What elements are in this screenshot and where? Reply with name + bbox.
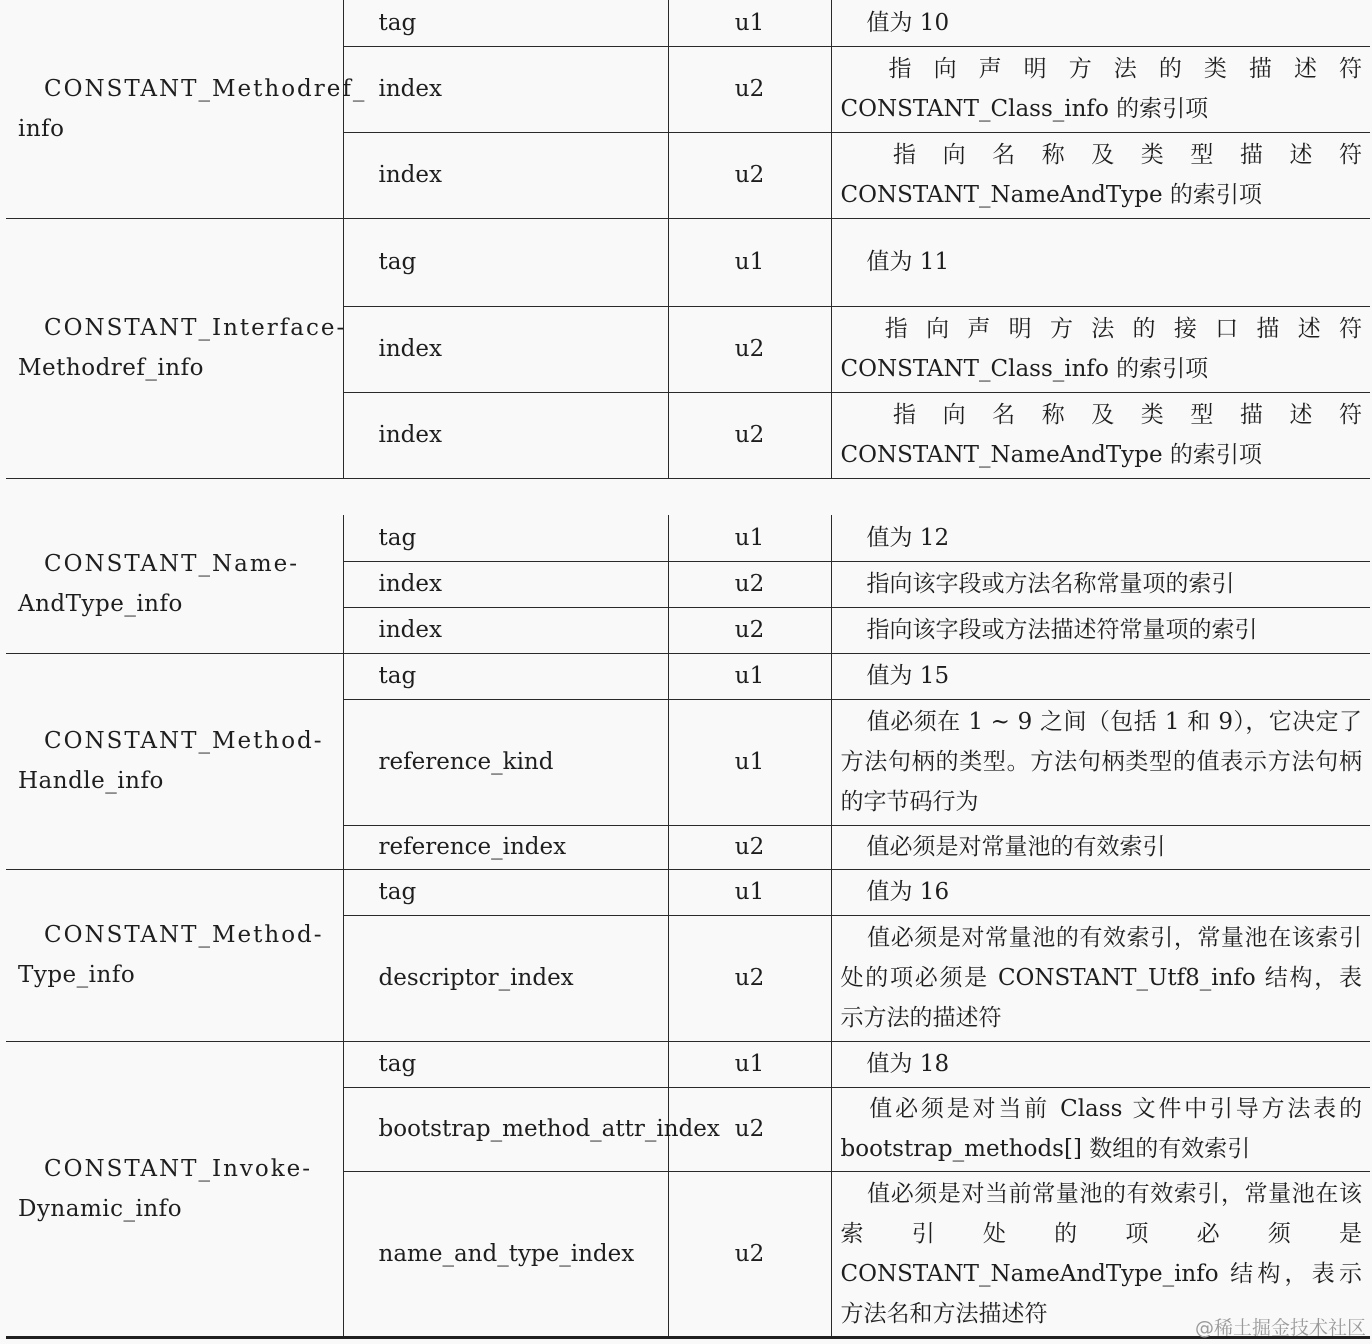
- field-name-cell: reference_index: [343, 825, 668, 869]
- struct-name-line: CONSTANT_Interface-: [44, 315, 347, 341]
- description-text: 值为 10: [866, 9, 950, 36]
- field-type-cell: u2: [668, 132, 831, 218]
- field-name-cell: tag: [343, 1041, 668, 1087]
- field-type-cell: u2: [668, 1087, 831, 1171]
- field-type-cell: u2: [668, 46, 831, 132]
- field-description-cell: [831, 515, 1370, 561]
- field-name-cell: index: [343, 132, 668, 218]
- field-name-cell: index: [343, 46, 668, 132]
- constant-table-upper: [6, 0, 1370, 479]
- field-type-cell: u1: [668, 0, 831, 46]
- field-name-cell: name_and_type_index: [343, 1171, 668, 1337]
- table-row: [6, 218, 1370, 306]
- table-row: [6, 869, 1370, 915]
- field-name-cell: index: [343, 306, 668, 392]
- field-description-cell: [831, 653, 1370, 699]
- field-description-cell: [831, 699, 1370, 825]
- field-type-cell: u1: [668, 218, 831, 306]
- field-name-cell: bootstrap_method_attr_index: [343, 1087, 668, 1171]
- description-text: 值必须是对当前常量池的有效索引，常量池在该索引处的项必须是 CONSTANT_NameAndType_info 结构，表示方法名和方法描述符: [840, 1180, 1362, 1327]
- field-description-cell: [831, 607, 1370, 653]
- struct-name-cell: [6, 0, 367, 218]
- field-description-cell: [831, 0, 1370, 46]
- description-text: 值为 12: [866, 524, 950, 551]
- description-text: 指向该字段或方法描述符常量项的索引: [866, 617, 1258, 643]
- field-name-cell: index: [343, 607, 668, 653]
- description-text: 值为 18: [866, 1051, 950, 1077]
- field-type-cell: u2: [668, 607, 831, 653]
- field-name-cell: tag: [343, 869, 668, 915]
- table-row: [6, 515, 1370, 561]
- struct-name-cell: [6, 1041, 343, 1337]
- field-type-cell: u2: [668, 306, 831, 392]
- struct-name-line: CONSTANT_Name-: [44, 550, 300, 577]
- field-description-cell: [831, 1087, 1370, 1171]
- field-type-cell: u1: [668, 699, 831, 825]
- description-text: 指向声明方法的类描述符 CONSTANT_Class_info 的索引项: [840, 56, 1362, 122]
- struct-name-line: AndType_info: [18, 590, 183, 617]
- field-type-cell: u1: [668, 869, 831, 915]
- field-type-cell: u2: [668, 1171, 831, 1337]
- field-description-cell: [831, 46, 1370, 132]
- field-name-cell: tag: [343, 218, 668, 306]
- struct-name-line: info: [18, 115, 65, 142]
- struct-name-line: Methodref_info: [18, 355, 204, 381]
- field-type-cell: u2: [668, 825, 831, 869]
- description-text: 值为 16: [866, 879, 950, 905]
- description-text: 值必须是对当前 Class 文件中引导方法表的 bootstrap_methods[] 数组的有效索引: [840, 1096, 1362, 1162]
- struct-name-cell: [6, 515, 343, 653]
- field-type-cell: u2: [668, 392, 831, 478]
- field-description-cell: [831, 869, 1370, 915]
- description-text: 指向名称及类型描述符 CONSTANT_NameAndType 的索引项: [840, 142, 1362, 208]
- field-name-cell: reference_kind: [343, 699, 668, 825]
- field-type-cell: u2: [668, 561, 831, 607]
- field-name-cell: descriptor_index: [343, 915, 668, 1041]
- struct-name-line: CONSTANT_Invoke-: [44, 1155, 313, 1182]
- field-name-cell: tag: [343, 653, 668, 699]
- struct-name-line: Handle_info: [18, 768, 164, 794]
- description-text: 值为 11: [866, 249, 950, 275]
- field-description-cell: [831, 1041, 1370, 1087]
- field-name-cell: tag: [343, 515, 668, 561]
- field-name-cell: index: [343, 561, 668, 607]
- field-description-cell: [831, 306, 1370, 392]
- description-text: 值必须在 1 ~ 9 之间（包括 1 和 9），它决定了方法句柄的类型。方法句柄类型的值表示方法句柄的字节码行为: [840, 709, 1362, 815]
- description-text: 值必须是对常量池的有效索引，常量池在该索引处的项必须是 CONSTANT_Utf8_info 结构，表示方法的描述符: [840, 925, 1362, 1031]
- watermark: @稀土掘金技术社区: [1194, 1317, 1366, 1339]
- field-description-cell: [831, 392, 1370, 478]
- struct-name-line: CONSTANT_Method-: [44, 922, 324, 948]
- table-body-lower: [6, 515, 1370, 1337]
- description-text: 指向名称及类型描述符 CONSTANT_NameAndType 的索引项: [840, 402, 1362, 468]
- field-type-cell: u1: [668, 1041, 831, 1087]
- struct-name-cell: [6, 653, 343, 869]
- table-body-upper: [6, 0, 1370, 478]
- field-description-cell: [831, 825, 1370, 869]
- field-type-cell: u1: [668, 515, 831, 561]
- table-row: [6, 1041, 1370, 1087]
- table-row: [6, 0, 1370, 46]
- description-text: 值必须是对常量池的有效索引: [866, 834, 1166, 860]
- field-type-cell: u1: [668, 653, 831, 699]
- description-text: 值为 15: [866, 663, 950, 689]
- struct-name-line: Type_info: [18, 962, 136, 988]
- table-gap: [0, 480, 1372, 514]
- constant-table-lower: [6, 515, 1370, 1339]
- struct-name-cell: [6, 218, 347, 478]
- struct-name-cell: [6, 869, 343, 1041]
- description-text: 指向声明方法的接口描述符 CONSTANT_Class_info 的索引项: [840, 316, 1362, 382]
- field-type-cell: u2: [668, 915, 831, 1041]
- field-description-cell: [831, 218, 1370, 306]
- field-name-cell: index: [343, 392, 668, 478]
- field-description-cell: [831, 915, 1370, 1041]
- struct-name-line: CONSTANT_Methodref_: [44, 75, 367, 102]
- struct-name-line: Dynamic_info: [18, 1195, 183, 1222]
- field-description-cell: [831, 132, 1370, 218]
- field-description-cell: [831, 561, 1370, 607]
- struct-name-line: CONSTANT_Method-: [44, 728, 324, 754]
- field-name-cell: tag: [343, 0, 668, 46]
- table-row: [6, 653, 1370, 699]
- description-text: 指向该字段或方法名称常量项的索引: [866, 571, 1235, 597]
